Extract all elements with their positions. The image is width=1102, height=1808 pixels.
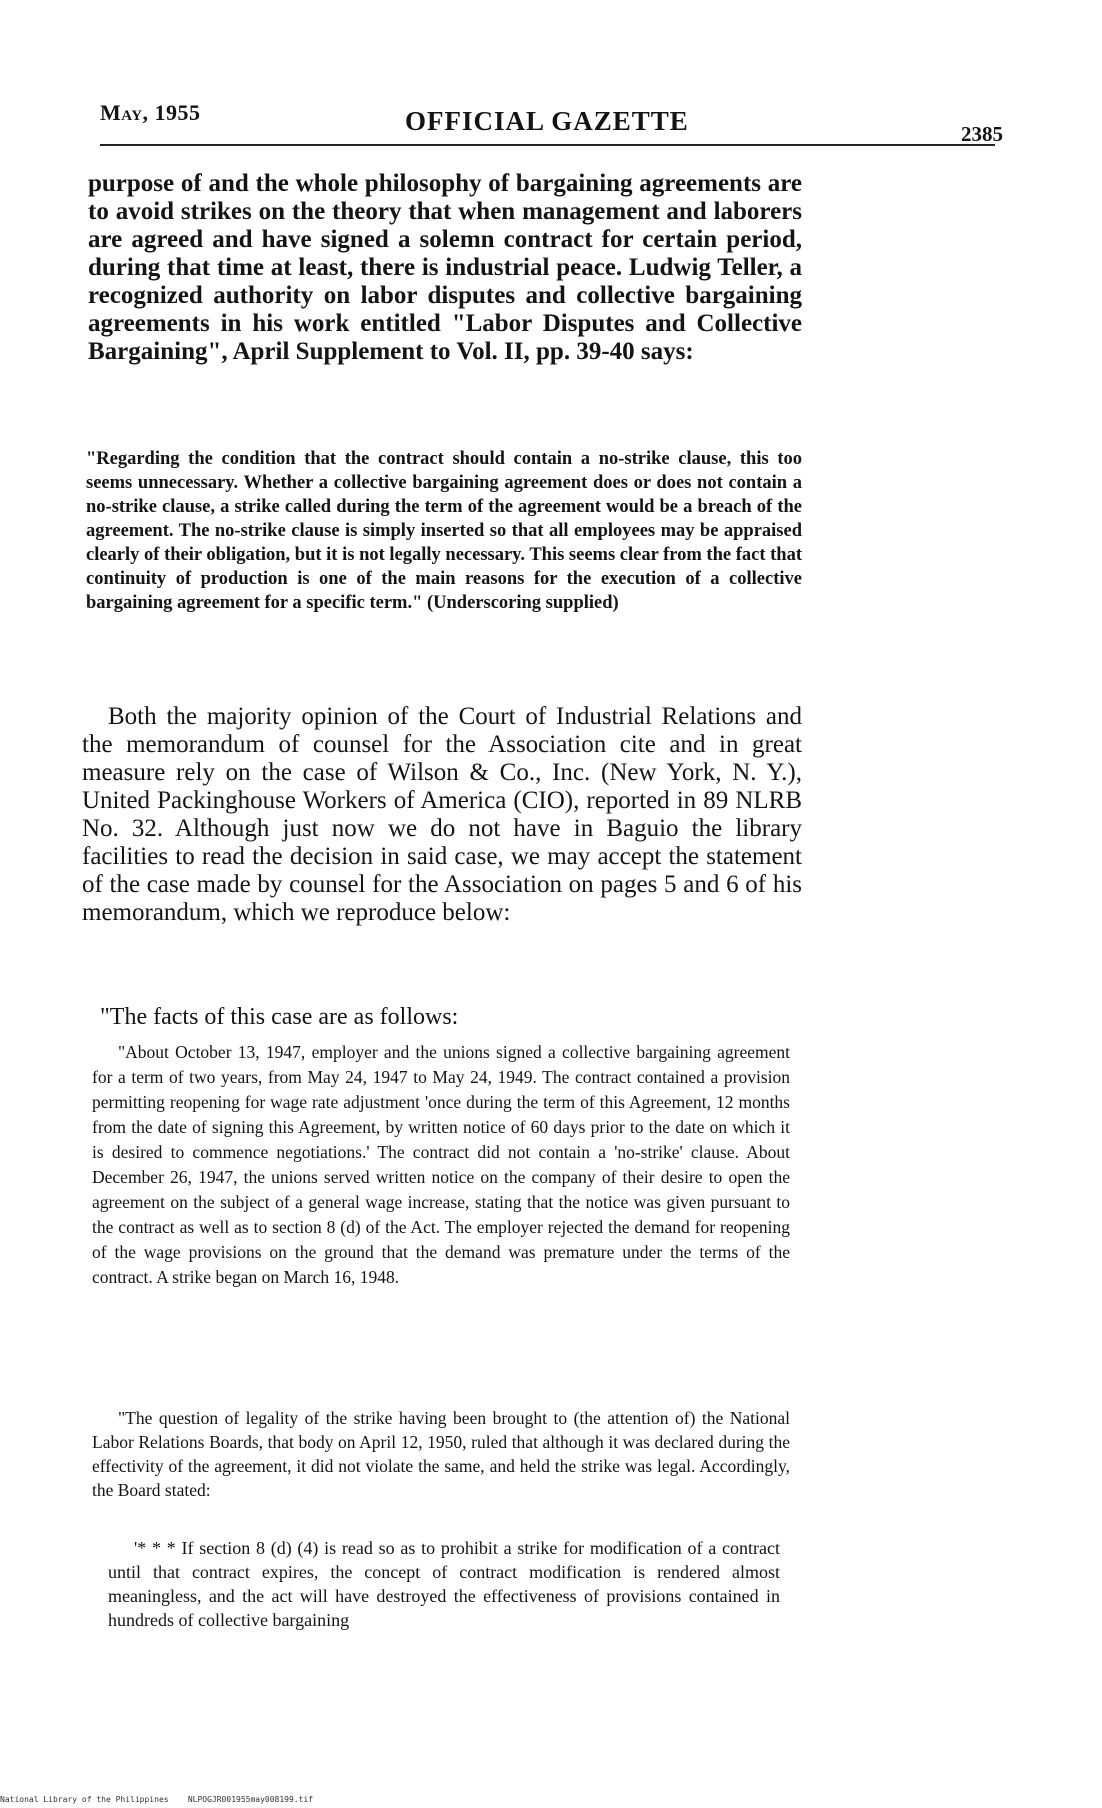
quote-board-ruling: "The question of legality of the strike having been brought to (the attention of) the National Labor Relations Boards, that body on April 12, 1950, ruled that although it was declared during the effectivity of the agreement, it did not violate the same, and held the strike was legal. Accordingly, the Board stated: — [92, 1408, 790, 1500]
quote-board-statement: '* * * If section 8 (d) (4) is read so as to prohibit a strike for modification of a contract until that contract expires, the concept of contract modification is rendered almost meaningless, and the act will have destroyed the effectiveness of provisions contained in hundreds of collective bargaining — [108, 1538, 780, 1630]
quote-teller: "Regarding the condition that the contract should contain a no-strike clause, this too seems unnecessary. Whether a collective bargaining agreement does or does not contain a no-strike clause, a strike called during the term of the agreement would be a breach of the agreement. The no-strike clause is simply inserted so that all employees may be appraised clearly of their obligation, but it is not legally necessary. This seems clear from the fact that continuity of production is one of the main reasons for the execution of a collective bargaining agreement for a specific term." (Underscoring supplied) — [86, 449, 802, 613]
page-number: 2385 — [961, 122, 1003, 146]
issue-date: May, 1955 — [100, 100, 201, 125]
publication-title: OFFICIAL GAZETTE — [405, 106, 689, 136]
paragraph-majority-opinion: Both the majority opinion of the Court of Industrial Relations and the memorandum of counsel for the Association cite and in great measure rely on the case of Wilson & Co., Inc. (New York, N. Y.), United Packinghouse Workers of America (CIO), reported in 89 NLRB No. 32. Although just now we do not have in Baguio the library facilities to read the decision in said case, we may accept the statement of the case made by counsel for the Association on pages 5 and 6 of his memorandum, which we reproduce below: — [82, 703, 802, 926]
footer-source: National Library of the Philippines — [0, 1795, 169, 1804]
scan-footer — [0, 1795, 313, 1804]
paragraph-opening: purpose of and the whole philosophy of bargaining agreements are to avoid strikes on the theory that when management and laborers are agreed and have signed a solemn contract for certain period, during that time at least, there is industrial peace. Ludwig Teller, a recognized authority on labor disputes and collective bargaining agreements in his work entitled "Labor Disputes and Collective Bargaining", April Supplement to Vol. II, pp. 39-40 says: — [88, 170, 802, 365]
quote-facts: "About October 13, 1947, employer and the unions signed a collective bargaining agreement for a term of two years, from May 24, 1947 to May 24, 1949. The contract contained a provision permitting reopening for wage rate adjustment 'once during the term of this Agreement, 12 months from the date of signing this Agreement, by written notice of 60 days prior to the date on which it is desired to commence negotiations.' The contract did not contain a 'no-strike' clause. About December 26, 1947, the unions served written notice on the company of their desire to open the agreement on the subject of a general wage increase, stating that the notice was given pursuant to the contract as well as to section 8 (d) of the Act. The employer rejected the demand for reopening of the wage provisions on the ground that the demand was premature under the terms of the contract. A strike began on March 16, 1948. — [92, 1042, 790, 1287]
footer-file: NLPOGJR001955may008199.tif — [187, 1795, 314, 1804]
page-header — [100, 100, 1003, 146]
paragraph-facts-intro: "The facts of this case are as follows: — [100, 1004, 459, 1030]
